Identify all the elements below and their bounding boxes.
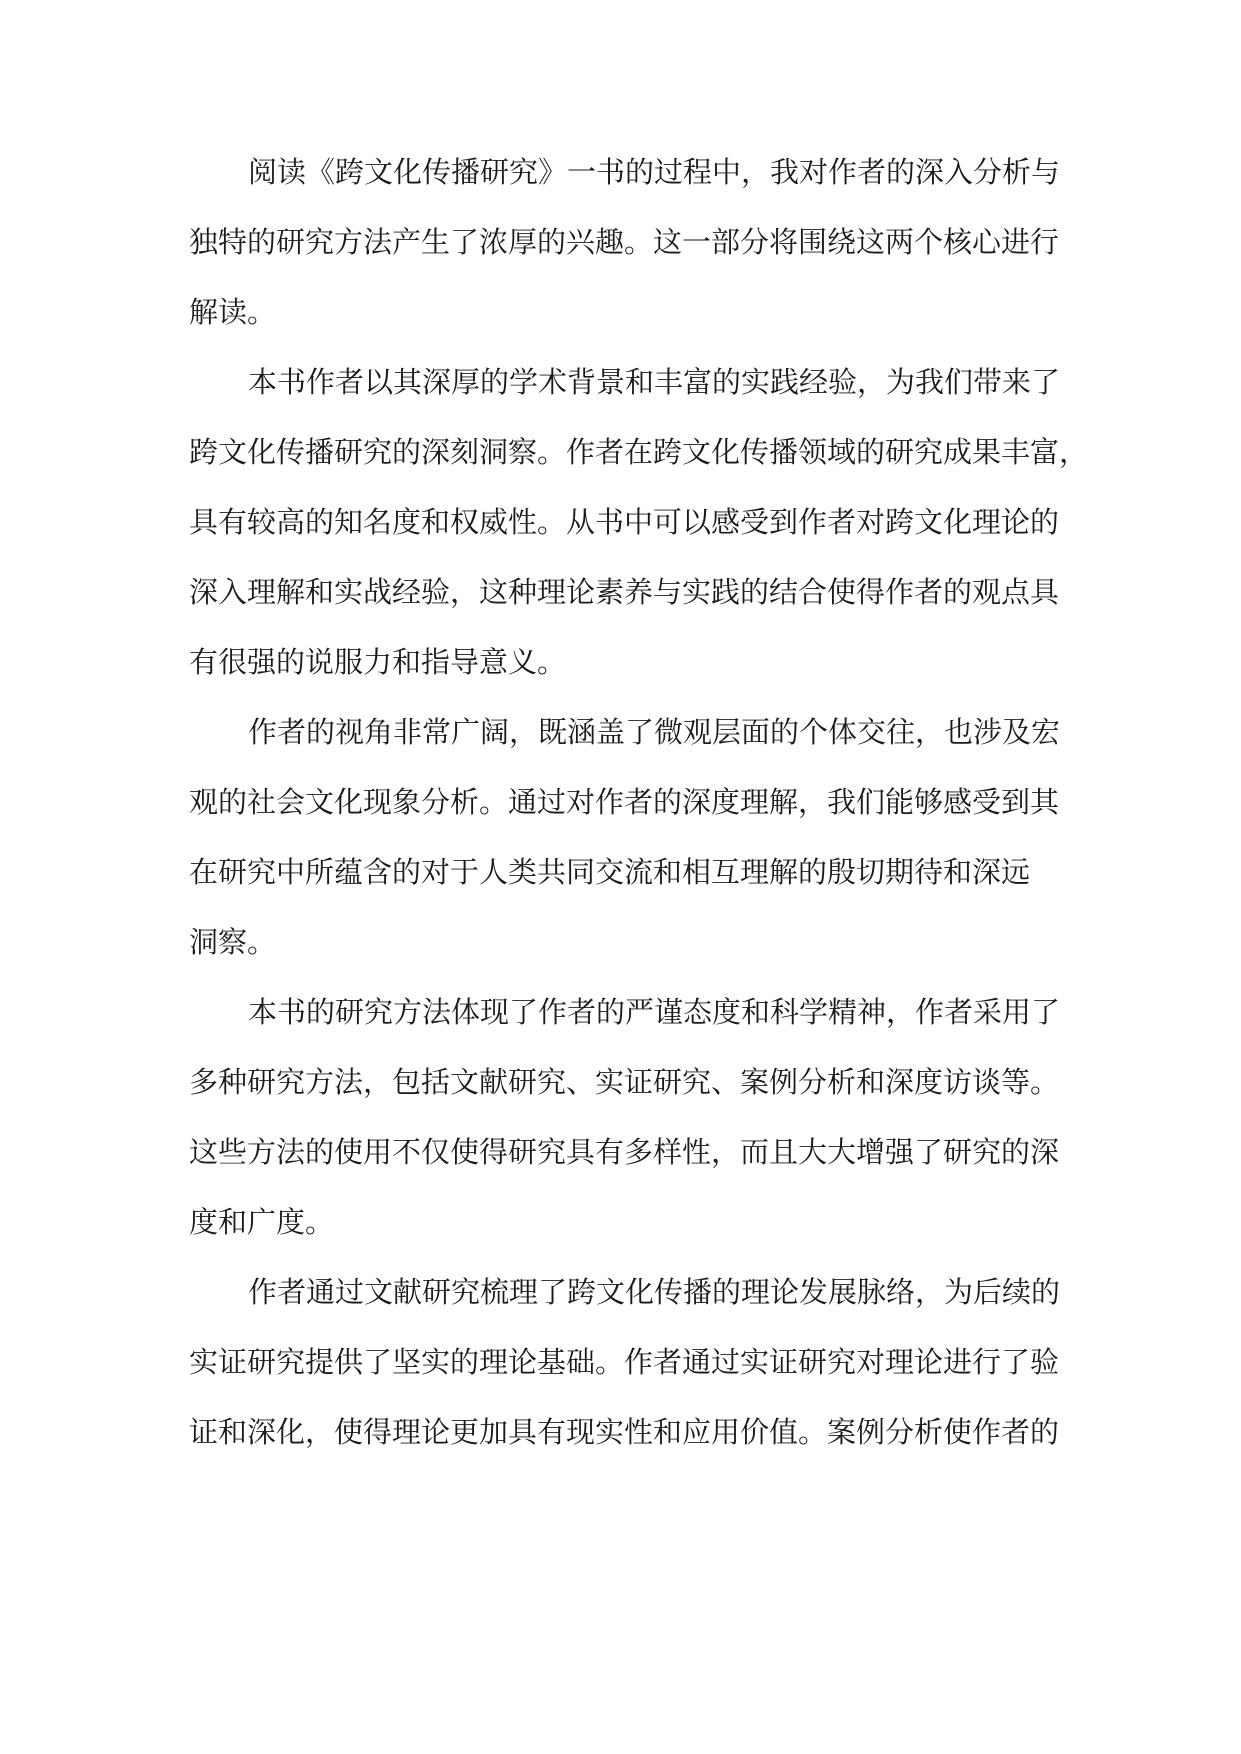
paragraph-2 [189, 347, 1089, 697]
text-line: 实证研究提供了坚实的理论基础。作者通过实证研究对理论进行了验 [189, 1345, 1060, 1379]
text-line: 观的社会文化现象分析。通过对作者的深度理解，我们能够感受到其 [189, 785, 1060, 819]
text-line: 作者的视角非常广阔，既涵盖了微观层面的个体交往，也涉及宏 [248, 715, 1061, 749]
paragraph-3 [189, 697, 1071, 977]
text-line: 在研究中所蕴含的对于人类共同交流和相互理解的殷切期待和深远 [189, 855, 1031, 889]
text-line: 具有较高的知名度和权威性。从书中可以感受到作者对跨文化理论的 [189, 505, 1060, 539]
text-line: 深入理解和实战经验，这种理论素养与实践的结合使得作者的观点具 [189, 575, 1060, 609]
text-line: 本书的研究方法体现了作者的严谨态度和科学精神，作者采用了 [248, 995, 1061, 1029]
text-line: 洞察。 [189, 925, 277, 959]
text-line: 阅读《跨文化传播研究》一书的过程中，我对作者的深入分析与 [248, 155, 1061, 189]
paragraph-4 [189, 977, 1071, 1257]
text-line: 这些方法的使用不仅使得研究具有多样性，而且大大增强了研究的深 [189, 1135, 1060, 1169]
text-line: 跨文化传播研究的深刻洞察。作者在跨文化传播领域的研究成果丰富， [189, 435, 1089, 469]
text-line: 本书作者以其深厚的学术背景和丰富的实践经验，为我们带来了 [248, 365, 1061, 399]
text-line: 有很强的说服力和指导意义。 [189, 645, 567, 679]
document-body [189, 137, 1089, 1467]
text-line: 解读。 [189, 295, 277, 329]
text-line: 证和深化，使得理论更加具有现实性和应用价值。案例分析使作者的 [189, 1415, 1060, 1449]
paragraph-1 [189, 137, 1071, 347]
text-line: 作者通过文献研究梳理了跨文化传播的理论发展脉络，为后续的 [248, 1275, 1061, 1309]
text-line: 度和广度。 [189, 1205, 335, 1239]
paragraph-5 [189, 1257, 1071, 1467]
text-line: 独特的研究方法产生了浓厚的兴趣。这一部分将围绕这两个核心进行 [189, 225, 1060, 259]
text-line: 多种研究方法，包括文献研究、实证研究、案例分析和深度访谈等。 [189, 1065, 1060, 1099]
